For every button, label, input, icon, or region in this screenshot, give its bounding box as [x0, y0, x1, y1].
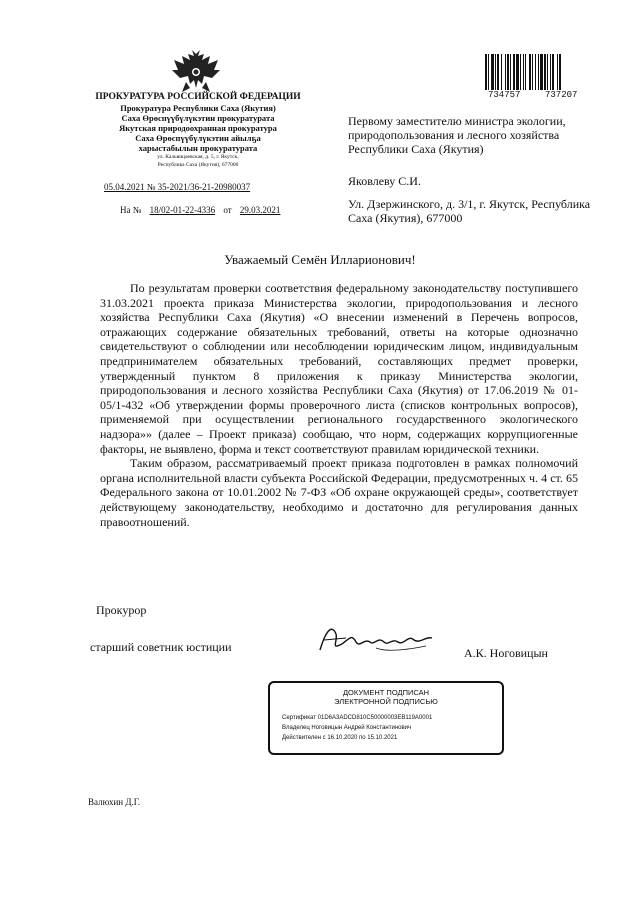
stamp-title: ДОКУМЕНТ ПОДПИСАН [342, 688, 430, 697]
barcode-bar [491, 54, 494, 90]
stamp-certificate: Сертификат 01D6A3ADCD810C50000003EB119A0001 [282, 715, 433, 721]
barcode-bar [497, 54, 499, 90]
sender-address-line: ул. Кальвицаевская, д. 5, г. Якутск, [157, 154, 239, 160]
barcode-bar [516, 54, 519, 90]
barcode-bar [529, 54, 531, 90]
reference-from: от [223, 205, 232, 215]
barcode-bar [547, 54, 548, 90]
barcode-bar [540, 54, 543, 90]
signer-rank: старший советник юстиции [90, 640, 232, 654]
barcode-number-right: 737207 [545, 90, 578, 100]
letter-body [100, 281, 578, 529]
addressee-address: Ул. Дзержинского, д. 3/1, г. Якутск, Республика Саха (Якутия), 677000 [348, 197, 591, 225]
barcode-bar [505, 54, 506, 90]
sender-org-line: Якутская природоохранная прокуратура [119, 123, 277, 133]
addressee-position: Первому заместителю министра экологии, природопользования и лесного хозяйства Республики Саха (Якутия) [348, 114, 566, 156]
signer-position: Прокурор [96, 603, 147, 617]
stamp-validity: Действителен с 16.10.2020 по 15.10.2021 [282, 735, 398, 741]
registration-number: 05.04.2021 № 35-2021/36-21-20980037 [104, 182, 251, 192]
addressee-name: Яковлеву С.И. [348, 174, 421, 188]
barcode-bar [557, 54, 558, 90]
executor-name: Валюхин Д.Г. [88, 797, 141, 807]
handwritten-signature [316, 620, 436, 658]
barcode-bar [535, 54, 536, 90]
sender-org-line: харыстабылын прокуратурата [138, 143, 258, 153]
barcode [484, 54, 586, 90]
sender-address-line: Республика Саха (Якутия), 677000 [157, 162, 239, 168]
barcode-bar [550, 54, 551, 90]
stamp-owner: Владелец Ноговицын Андрей Константинович [282, 725, 412, 731]
reference-number: 18/02-01-22-4336 [149, 205, 216, 215]
sender-org-line: Прокуратура Республики Саха (Якутия) [120, 103, 276, 113]
reference-prefix: На № [120, 205, 142, 215]
sender-org-main: ПРОКУРАТУРА РОССИЙСКОЙ ФЕДЕРАЦИИ [95, 92, 301, 102]
barcode-bar [501, 54, 502, 90]
barcode-bar [513, 54, 515, 90]
stamp-subtitle: ЭЛЕКТРОННОЙ ПОДПИСЬЮ [334, 697, 438, 706]
barcode-bar [485, 54, 487, 90]
barcode-number-left: 734757 [488, 90, 521, 100]
greeting: Уважаемый Семён Илларионович! [224, 252, 416, 267]
barcode-bar [507, 54, 509, 90]
signer-name: А.К. Ноговицын [464, 646, 548, 660]
barcode-bar [559, 54, 561, 90]
body-paragraph: По результатам проверки соответствия федеральному законодательству поступившего 31.03.2021 проекта приказа Министерства экологии, природопользования и лесного хозяйства Республики Саха (Якутия) «О внесении изменений в Перечень вопросов, отражающих содержание обязательных требований, ответы на которые однозначно свидетельствуют о соблюдении или несоблюдении юридическим лицом, индивидуальным предпринимателем обязательных требований, составляющих предмет проверки, утвержденный пунктом 8 приложения к приказу Министерства экологии, природопользования и лесного хозяйства Республики Саха (Якутия) от 17.06.2019 № 01-05/1-432 «Об утверждении формы проверочного листа (списков контрольных вопросов), применяемой при осуществлении регионального государственного экологического надзора»» (далее – Проект приказа) сообщаю, что норм, содержащих коррупциогенные факторы, не выявлено, форма и текст соответствуют правилам юридической техники. [100, 281, 578, 456]
reference-date: 29.03.2021 [239, 205, 281, 215]
barcode-bar [552, 54, 554, 90]
sender-org-line: Саха Өрөспүүбүлүкэтин айылҕа [135, 133, 261, 143]
barcode-bar [523, 54, 524, 90]
sender-header [88, 92, 308, 169]
body-paragraph: Таким образом, рассматриваемый проект приказа подготовлен в рамках полномочий органа исполнительной власти субъекта Российской Федерации, предусмотренных ч. 4 ст. 65 Федерального закона от 10.01.2002 № 7-ФЗ «Об охране окружающей среды», соответствует действующему законодательству, необходимо и достаточно для регулирования данных правоотношений. [100, 456, 578, 529]
sender-org-line: Саха Өрөспүүбүлүкэтин прокуратурата [121, 113, 275, 123]
barcode-bar [495, 54, 496, 90]
barcode-bar [510, 54, 511, 90]
barcode-bar [538, 54, 539, 90]
barcode-bar [532, 54, 533, 90]
barcode-bar [488, 54, 489, 90]
electronic-signature-stamp [268, 681, 504, 755]
reference-line [120, 205, 286, 215]
barcode-bar [520, 54, 521, 90]
barcode-bar [525, 54, 526, 90]
barcode-bar [544, 54, 546, 90]
double-headed-eagle-emblem-icon [168, 48, 224, 94]
